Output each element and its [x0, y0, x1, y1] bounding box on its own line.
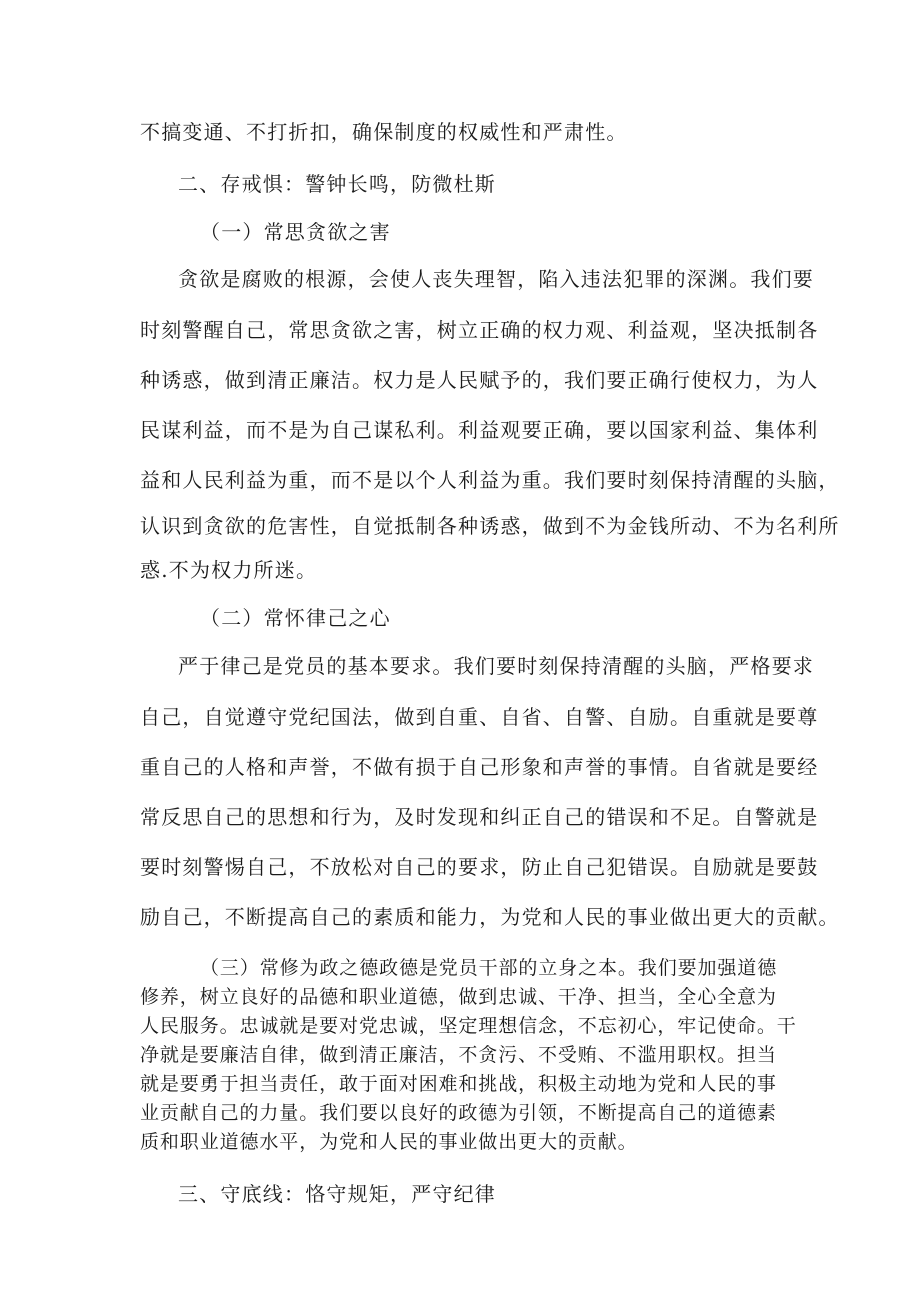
paragraph-line: 贪欲是腐败的根源，会使人丧失理智，陷入违法犯罪的深渊。我们要 [178, 267, 814, 291]
subsection-heading-2-3: （三）常修为政之德政德是党员干部的立身之本。我们要加强道德 [200, 957, 778, 979]
subsection-heading-2-1: （一）常思贪欲之害 [200, 220, 391, 244]
paragraph-line: 惑.不为权力所迷。 [140, 558, 318, 582]
paragraph-line: 常反思自己的思想和行为，及时发现和纠正自己的错误和不足。自警就是 [140, 805, 819, 829]
paragraph-line: 人民服务。忠诚就是要对党忠诚，坚定理想信念，不忘初心，牢记使命。干 [140, 1015, 797, 1037]
paragraph-line: 认识到贪欲的危害性，自觉抵制各种诱惑，做到不为金钱所动、不为名利所 [140, 514, 840, 538]
paragraph-line: 严于律己是党员的基本要求。我们要时刻保持清醒的头脑，严格要求 [178, 654, 814, 678]
paragraph-line: 民谋利益，而不是为自己谋私利。利益观要正确，要以国家利益、集体利 [140, 418, 819, 442]
paragraph-line: 种诱惑，做到清正廉洁。权力是人民赋予的，我们要正确行使权力，为人 [140, 368, 819, 392]
paragraph-line: 励自己，不断提高自己的素质和能力，为党和人民的事业做出更大的贡献。 [140, 905, 840, 929]
paragraph-line: 益和人民利益为重，而不是以个人利益为重。我们要时刻保持清醒的头脑， [140, 468, 840, 492]
paragraph-line: 修养，树立良好的品德和职业道德，做到忠诚、干净、担当，全心全意为 [140, 986, 777, 1008]
paragraph-continuation: 不搞变通、不打折扣，确保制度的权威性和严肃性。 [140, 120, 628, 144]
section-heading-3: 三、守底线：恪守规矩，严守纪律 [178, 1182, 496, 1206]
subsection-heading-2-2: （二）常怀律己之心 [200, 606, 391, 630]
paragraph-line: 要时刻警惕自己，不放松对自己的要求，防止自己犯错误。自励就是要鼓 [140, 855, 819, 879]
paragraph-line: 业贡献自己的力量。我们要以良好的政德为引领，不断提高自己的道德素 [140, 1102, 777, 1124]
paragraph-line: 质和职业道德水平，为党和人民的事业做出更大的贡献。 [140, 1131, 638, 1153]
paragraph-line: 净就是要廉洁自律，做到清正廉洁，不贪污、不受贿、不滥用职权。担当 [140, 1044, 777, 1066]
paragraph-line: 就是要勇于担当责任，敢于面对困难和挑战，积极主动地为党和人民的事 [140, 1073, 777, 1095]
paragraph-line: 时刻警醒自己，常思贪欲之害，树立正确的权力观、利益观，坚决抵制各 [140, 318, 819, 342]
paragraph-line: 自己，自觉遵守党纪国法，做到自重、自省、自警、自励。自重就是要尊 [140, 705, 819, 729]
paragraph-line: 重自己的人格和声誉，不做有损于自己形象和声誉的事情。自省就是要经 [140, 755, 819, 779]
section-heading-2: 二、存戒惧：警钟长鸣，防微杜斯 [178, 172, 496, 196]
